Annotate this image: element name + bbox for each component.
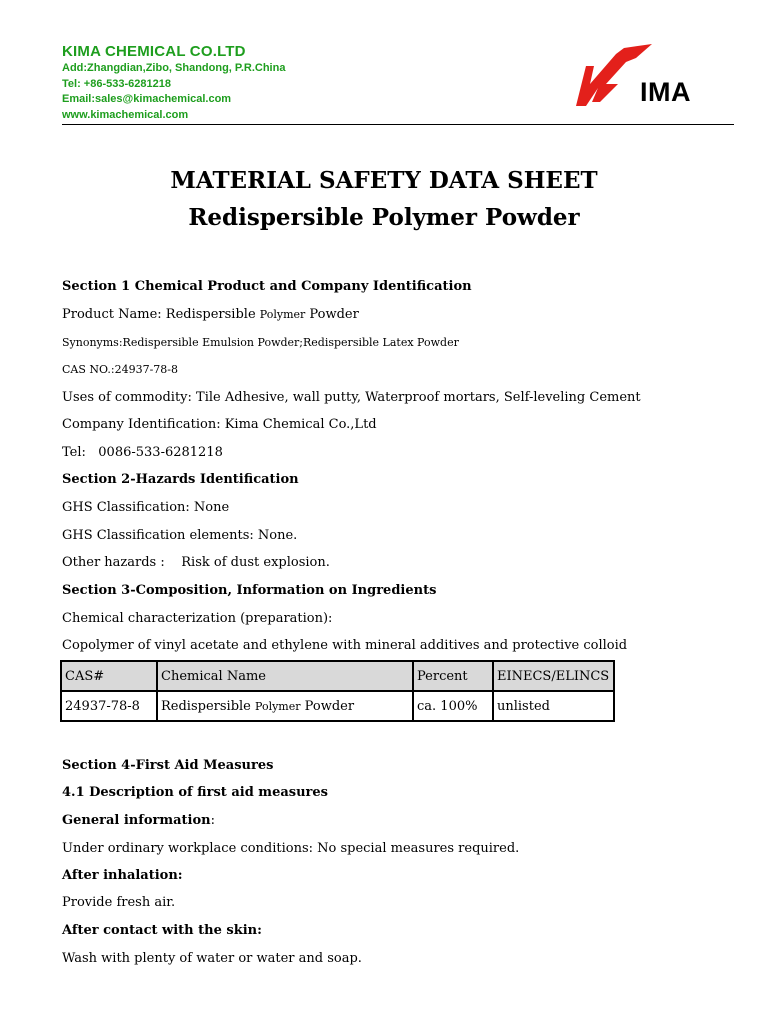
general-information-text: Under ordinary workplace conditions: No special measures required. <box>62 841 520 856</box>
cell-name-small: Polymer <box>255 699 301 713</box>
cell-name-prefix: Redispersible <box>161 698 255 714</box>
table-cell-einecs: unlisted <box>493 691 614 721</box>
company-name: KIMA CHEMICAL CO.LTD <box>62 43 246 60</box>
table-cell-percent: ca. 100% <box>413 691 493 721</box>
general-information-label: General information <box>62 813 211 828</box>
company-email: Email:sales@kimachemical.com <box>62 93 232 105</box>
company-website: www.kimachemical.com <box>62 108 189 121</box>
cell-name-suffix: Powder <box>300 698 355 714</box>
table-cell-cas: 24937-78-8 <box>61 691 157 721</box>
section4-heading: Section 4-First Aid Measures <box>62 758 274 773</box>
table-header-name: Chemical Name <box>157 661 413 691</box>
other-hazards: Other hazards : Risk of dust explosion. <box>62 555 330 570</box>
header-divider <box>62 124 734 125</box>
company-tel: Tel: +86-533-6281218 <box>62 77 171 90</box>
table-header-einecs: EINECS/ELINCS <box>493 661 614 691</box>
composition-table <box>60 660 615 722</box>
ghs-elements: GHS Classification elements: None. <box>62 528 298 543</box>
synonyms: Synonyms:Redispersible Emulsion Powder;Redispersible Latex Powder <box>62 336 459 349</box>
product-name-prefix: Product Name: Redispersible <box>62 307 260 322</box>
company-header <box>62 42 285 123</box>
table-header-percent: Percent <box>413 661 493 691</box>
after-skin-contact-text: Wash with plenty of water or water and soap. <box>62 951 362 966</box>
section2-heading: Section 2-Hazards Identification <box>62 472 299 487</box>
first-aid-subheading: 4.1 Description of first aid measures <box>62 785 328 800</box>
table-row <box>61 691 614 721</box>
after-inhalation-text: Provide fresh air. <box>62 895 176 910</box>
after-skin-contact-label: After contact with the skin: <box>62 923 262 938</box>
general-information-colon: : <box>210 813 215 828</box>
table-cell-name <box>157 691 413 721</box>
section1-heading: Section 1 Chemical Product and Company Identification <box>62 279 472 294</box>
uses-of-commodity: Uses of commodity: Tile Adhesive, wall putty, Waterproof mortars, Self-leveling Cement <box>62 390 641 405</box>
product-title: Redispersible Polymer Powder <box>188 204 580 231</box>
company-identification: Company Identification: Kima Chemical Co.,Ltd <box>62 417 377 432</box>
after-inhalation-label: After inhalation: <box>62 868 183 883</box>
composition-description: Copolymer of vinyl acetate and ethylene with mineral additives and protective colloid <box>62 638 628 653</box>
company-address: Add:Zhangdian,Zibo, Shandong, P.R.China <box>62 62 286 74</box>
chemical-characterization: Chemical characterization (preparation): <box>62 611 333 626</box>
document-title: MATERIAL SAFETY DATA SHEET <box>170 167 598 194</box>
ghs-classification: GHS Classification: None <box>62 500 230 515</box>
general-information <box>62 812 215 830</box>
company-tel-line: Tel: 0086-533-6281218 <box>62 445 223 460</box>
product-name-suffix: Powder <box>305 307 359 322</box>
product-name <box>62 306 359 324</box>
table-header-cas: CAS# <box>61 661 157 691</box>
table-header-row <box>61 661 614 691</box>
cas-number: CAS NO.:24937-78-8 <box>62 363 179 376</box>
product-name-small: Polymer <box>259 308 306 321</box>
logo-wordmark: IMA <box>640 77 691 107</box>
section3-heading: Section 3-Composition, Information on Ingredients <box>62 583 437 598</box>
